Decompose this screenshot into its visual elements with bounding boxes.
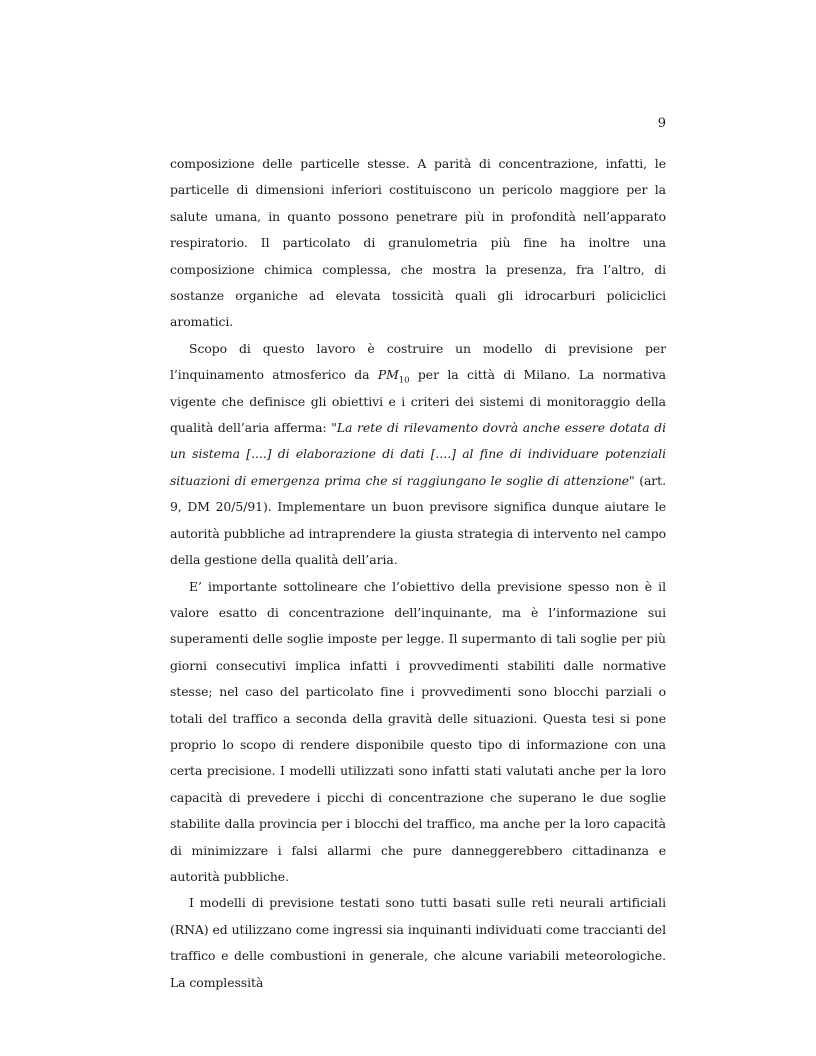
- paragraph-models: I modelli di previsione testati sono tutti basati sulle reti neurali artificiali (RNA) ed utilizzano come ingressi sia inquinanti individuati come traccianti del traffico e delle combustioni in generale, che alcune variabili meteorologiche. La complessità: [170, 895, 666, 990]
- purpose-intro-text: Scopo di questo lavoro è costruire un modello di previsione per l’inquinamento atmosferico da: [170, 340, 666, 383]
- purpose-regulation-text: per la città di Milano. La normativa vigente che definisce gli obiettivi e i criteri dei sistemi di monitoraggio della qualità dell’aria afferma:: [170, 367, 666, 436]
- body-text: [170, 151, 666, 996]
- regulation-quote: "La rete di rilevamento dovrà anche essere dotata di un sistema [....] di elaborazione di dati [....] al fine di individuare potenziali situazioni di emergenza prima che si raggiungano le soglie di attenzione": [170, 420, 666, 488]
- paragraph-particle-composition: composizione delle particelle stesse. A parità di concentrazione, infatti, le particelle di dimensioni inferiori costituiscono un pericolo maggiore per la salute umana, in quanto possono penetrare più in profondità nell’apparato respiratorio. Il particolato di granulometria più fine ha inoltre una composizione chimica complessa, che mostra la presenza, fra l’altro, di sostanze organiche ad elevata tossicità quali gli idrocarburi policiclici aromatici.: [170, 156, 666, 330]
- page-number: 9: [657, 116, 666, 131]
- pm10-term: [377, 367, 410, 386]
- paragraph-purpose: [170, 336, 666, 574]
- pm10-base: PM: [377, 367, 399, 383]
- pm10-subscript: 10: [398, 375, 410, 386]
- paragraph-threshold-objective: E’ importante sottolineare che l’obiettivo della previsione spesso non è il valore esatto di concentrazione dell’inquinante, ma è l’informazione sui superamenti delle soglie imposte per legge. Il supermanto di tali soglie per più giorni consecutivi implica infatti i provvedimenti stabiliti dalle normative stesse; nel caso del particolato fine i provvedimenti sono blocchi parziali o totali del traffico a seconda della gravità delle situazioni. Questa tesi si pone proprio lo scopo di rendere disponibile questo tipo di informazione con una certa precisione. I modelli utilizzati sono infatti stati valutati anche per la loro capacità di prevedere i picchi di concentrazione che superano le due soglie stabilite dalla provincia per i blocchi del traffico, ma anche per la loro capacità di minimizzare i falsi allarmi che pure danneggerebbero cittadinanza e autorità pubbliche.: [170, 578, 666, 884]
- purpose-conclusion-text: (art. 9, DM 20/5/91). Implementare un buon previsore significa dunque aiutare le autorità pubbliche ad intraprendere la giusta strategia di intervento nel campo della gestione della qualità dell’aria.: [170, 472, 667, 568]
